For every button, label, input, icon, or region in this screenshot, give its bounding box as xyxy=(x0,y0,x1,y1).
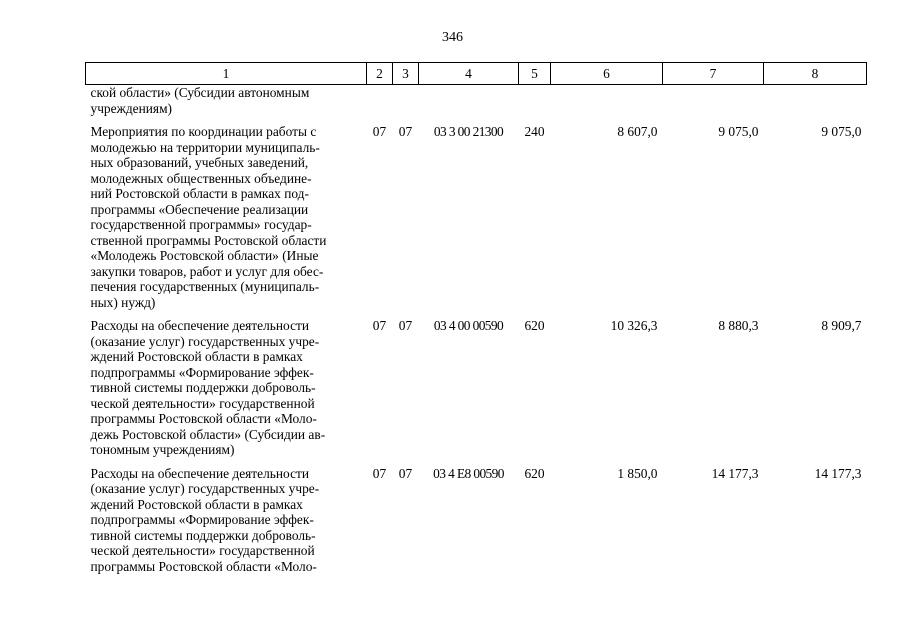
desc-line: ческой деятельности» государственной xyxy=(90,395,315,411)
desc-line: государственной программы» государ- xyxy=(90,217,312,232)
col-header-3: 3 xyxy=(393,63,419,85)
cell-section: 07 xyxy=(372,465,387,481)
cell-section: 07 xyxy=(372,318,387,333)
cell-amount-2 xyxy=(663,85,764,117)
desc-line: ний Ростовской области в рамках под- xyxy=(90,186,309,201)
cell-amount-3 xyxy=(764,85,867,117)
cell-amount-1: 1 850,0 xyxy=(617,465,658,481)
desc-line: Расходы на обеспечение деятельности xyxy=(90,465,310,481)
col-header-1: 1 xyxy=(86,63,367,85)
row-description xyxy=(86,310,367,458)
cell-target-code: 03 4 Е8 00590 xyxy=(433,465,504,481)
cell-subsection xyxy=(393,85,419,117)
desc-line: тивной системы поддержки доброволь- xyxy=(90,527,316,543)
table-row xyxy=(86,458,867,575)
desc-line: ской области» (Субсидии автономным xyxy=(90,85,310,100)
cell-amount-2: 9 075,0 xyxy=(718,124,759,139)
cell-subsection: 07 xyxy=(398,465,413,481)
desc-line: ственной программы Ростовской области xyxy=(90,232,327,248)
desc-line: (оказание услуг) государственных учре- xyxy=(90,333,320,349)
desc-line: ждений Ростовской области в рамках xyxy=(90,349,303,364)
desc-line: молодежью на территории муниципаль- xyxy=(90,139,320,155)
desc-line: «Молодежь Ростовской области» (Иные xyxy=(90,248,319,263)
desc-line: ческой деятельности» государственной xyxy=(90,543,315,558)
table-row xyxy=(86,310,867,458)
col-header-5: 5 xyxy=(519,63,551,85)
desc-line: печения государственных (муниципаль- xyxy=(90,279,320,294)
cell-amount-3: 9 075,0 xyxy=(821,124,862,139)
desc-line: Мероприятия по координации работы с xyxy=(90,124,317,139)
cell-section: 07 xyxy=(372,124,387,139)
desc-line: учреждениям) xyxy=(90,100,173,116)
desc-line: программы «Обеспечение реализации xyxy=(90,201,309,217)
desc-line: Расходы на обеспечение деятельности xyxy=(90,318,310,333)
cell-amount-1: 8 607,0 xyxy=(617,124,658,139)
row-description xyxy=(86,116,367,310)
desc-line: тономным учреждениям) xyxy=(90,442,235,457)
cell-expense-type: 620 xyxy=(524,465,545,481)
cell-expense-type: 620 xyxy=(524,318,545,333)
desc-line: программы Ростовской области «Моло- xyxy=(90,558,317,574)
cell-section xyxy=(367,85,393,117)
desc-line: программы Ростовской области «Моло- xyxy=(90,411,317,426)
table-row xyxy=(86,116,867,310)
cell-expense-type: 240 xyxy=(524,124,545,139)
cell-amount-2: 8 880,3 xyxy=(718,318,759,333)
column-number-header xyxy=(86,63,867,85)
row-description xyxy=(86,458,367,575)
desc-line: закупки товаров, работ и услуг для обес- xyxy=(90,263,324,279)
cell-subsection: 07 xyxy=(398,318,413,333)
desc-line: подпрограммы «Формирование эффек- xyxy=(90,512,314,527)
cell-subsection: 07 xyxy=(398,124,413,139)
cell-amount-1 xyxy=(551,85,663,117)
row-description xyxy=(86,85,367,117)
col-header-7: 7 xyxy=(663,63,764,85)
cell-target-code: 03 3 00 21300 xyxy=(433,124,504,139)
col-header-8: 8 xyxy=(764,63,867,85)
desc-line: дежь Ростовской области» (Субсидии ав- xyxy=(90,426,326,442)
cell-amount-3: 8 909,7 xyxy=(821,318,862,333)
budget-table xyxy=(85,62,867,574)
cell-amount-3: 14 177,3 xyxy=(814,465,862,481)
col-header-2: 2 xyxy=(367,63,393,85)
desc-line: ных образований, учебных заведений, xyxy=(90,155,309,170)
cell-target-code: 03 4 00 00590 xyxy=(433,318,504,333)
col-header-4: 4 xyxy=(419,63,519,85)
desc-line: подпрограммы «Формирование эффек- xyxy=(90,364,314,380)
table-row xyxy=(86,85,867,117)
cell-amount-2: 14 177,3 xyxy=(711,465,759,481)
desc-line: ждений Ростовской области в рамках xyxy=(90,496,303,512)
cell-expense-type xyxy=(519,85,551,117)
desc-line: ных) нужд) xyxy=(90,294,156,310)
desc-line: молодежных общественных объедине- xyxy=(90,170,312,186)
desc-line: (оказание услуг) государственных учре- xyxy=(90,481,320,496)
cell-amount-1: 10 326,3 xyxy=(610,318,658,333)
desc-line: тивной системы поддержки доброволь- xyxy=(90,380,316,395)
col-header-6: 6 xyxy=(551,63,663,85)
cell-target-code xyxy=(419,85,519,117)
page-number: 346 xyxy=(442,30,463,45)
